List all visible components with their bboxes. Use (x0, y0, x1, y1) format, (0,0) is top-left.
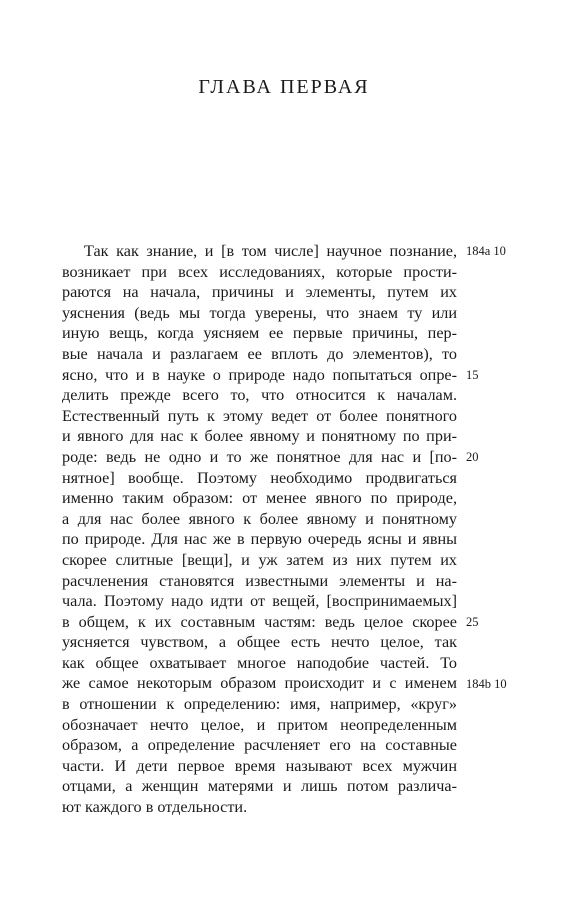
text-line: Естественный путь к этому ведет от более понятного (62, 406, 457, 425)
body-text (62, 241, 457, 818)
text-line: в отношении к определению: имя, например, «круг» (62, 695, 457, 714)
text-line: именно таким образом: от менее явного по природе, (62, 489, 457, 508)
text-line: же самое некоторым образом происходит и с именем (62, 674, 457, 693)
text-line: иную вещь, когда уясняем ее первые причины, пер- (62, 324, 457, 343)
text-line: скорее слитные [вещи], и уж затем из них путем их (62, 550, 457, 569)
margin-number: 15 (466, 367, 479, 382)
text-line: в общем, к их составным частям: ведь целое скорее (62, 612, 457, 631)
text-line: образом, а определение расчленяет его на составные (62, 736, 457, 755)
text-line: и явного для нас к более явному и понятному по при- (62, 427, 457, 446)
text-line: возникает при всех исследованиях, которые прости- (62, 262, 457, 281)
text-line: ясно, что и в науке о природе надо попытаться опре- (62, 365, 457, 384)
text-line: отцами, а женщин матерями и лишь потом различа- (62, 777, 457, 796)
text-line: ют каждого в отдельности. (62, 798, 248, 817)
margin-number: 184b 10 (466, 676, 507, 691)
text-line: нятное] вообще. Поэтому необходимо продвигаться (62, 468, 457, 487)
text-line: а для нас более явного к более явному и понятному (62, 509, 457, 528)
margin-number: 20 (466, 450, 479, 464)
text-line: части. И дети первое время называют всех мужчин (62, 756, 457, 775)
text-line: делить прежде всего то, что относится к началам. (62, 386, 457, 405)
text-line: роде: ведь не одно и то же понятное для нас и [по- (62, 447, 457, 466)
text-line: расчленения становятся известными элементы и на- (62, 571, 457, 590)
chapter-title: ГЛАВА ПЕРВАЯ (198, 76, 370, 98)
margin-number: 184a 10 (466, 244, 506, 258)
text-line: раются на начала, причины и элементы, путем их (62, 283, 457, 302)
text-line: Так как знание, и [в том числе] научное познание, (84, 242, 457, 260)
text-line: вые начала и разлагаем ее вплоть до элементов), то (62, 344, 457, 363)
text-line: обозначает нечто целое, и притом неопределенным (62, 715, 457, 734)
text-line: как общее охватывает многое наподобие частей. То (62, 653, 457, 672)
text-line: уяснения (ведь мы тогда уверены, что знаем ту или (62, 303, 457, 322)
margin-number: 25 (466, 614, 479, 629)
text-line: чала. Поэтому надо идти от вещей, [воспринимаемых] (62, 592, 457, 611)
text-line: по природе. Для нас же в первую очередь ясны и явны (62, 530, 457, 549)
text-line: уясняется чувством, а общее есть нечто целое, так (62, 633, 457, 652)
